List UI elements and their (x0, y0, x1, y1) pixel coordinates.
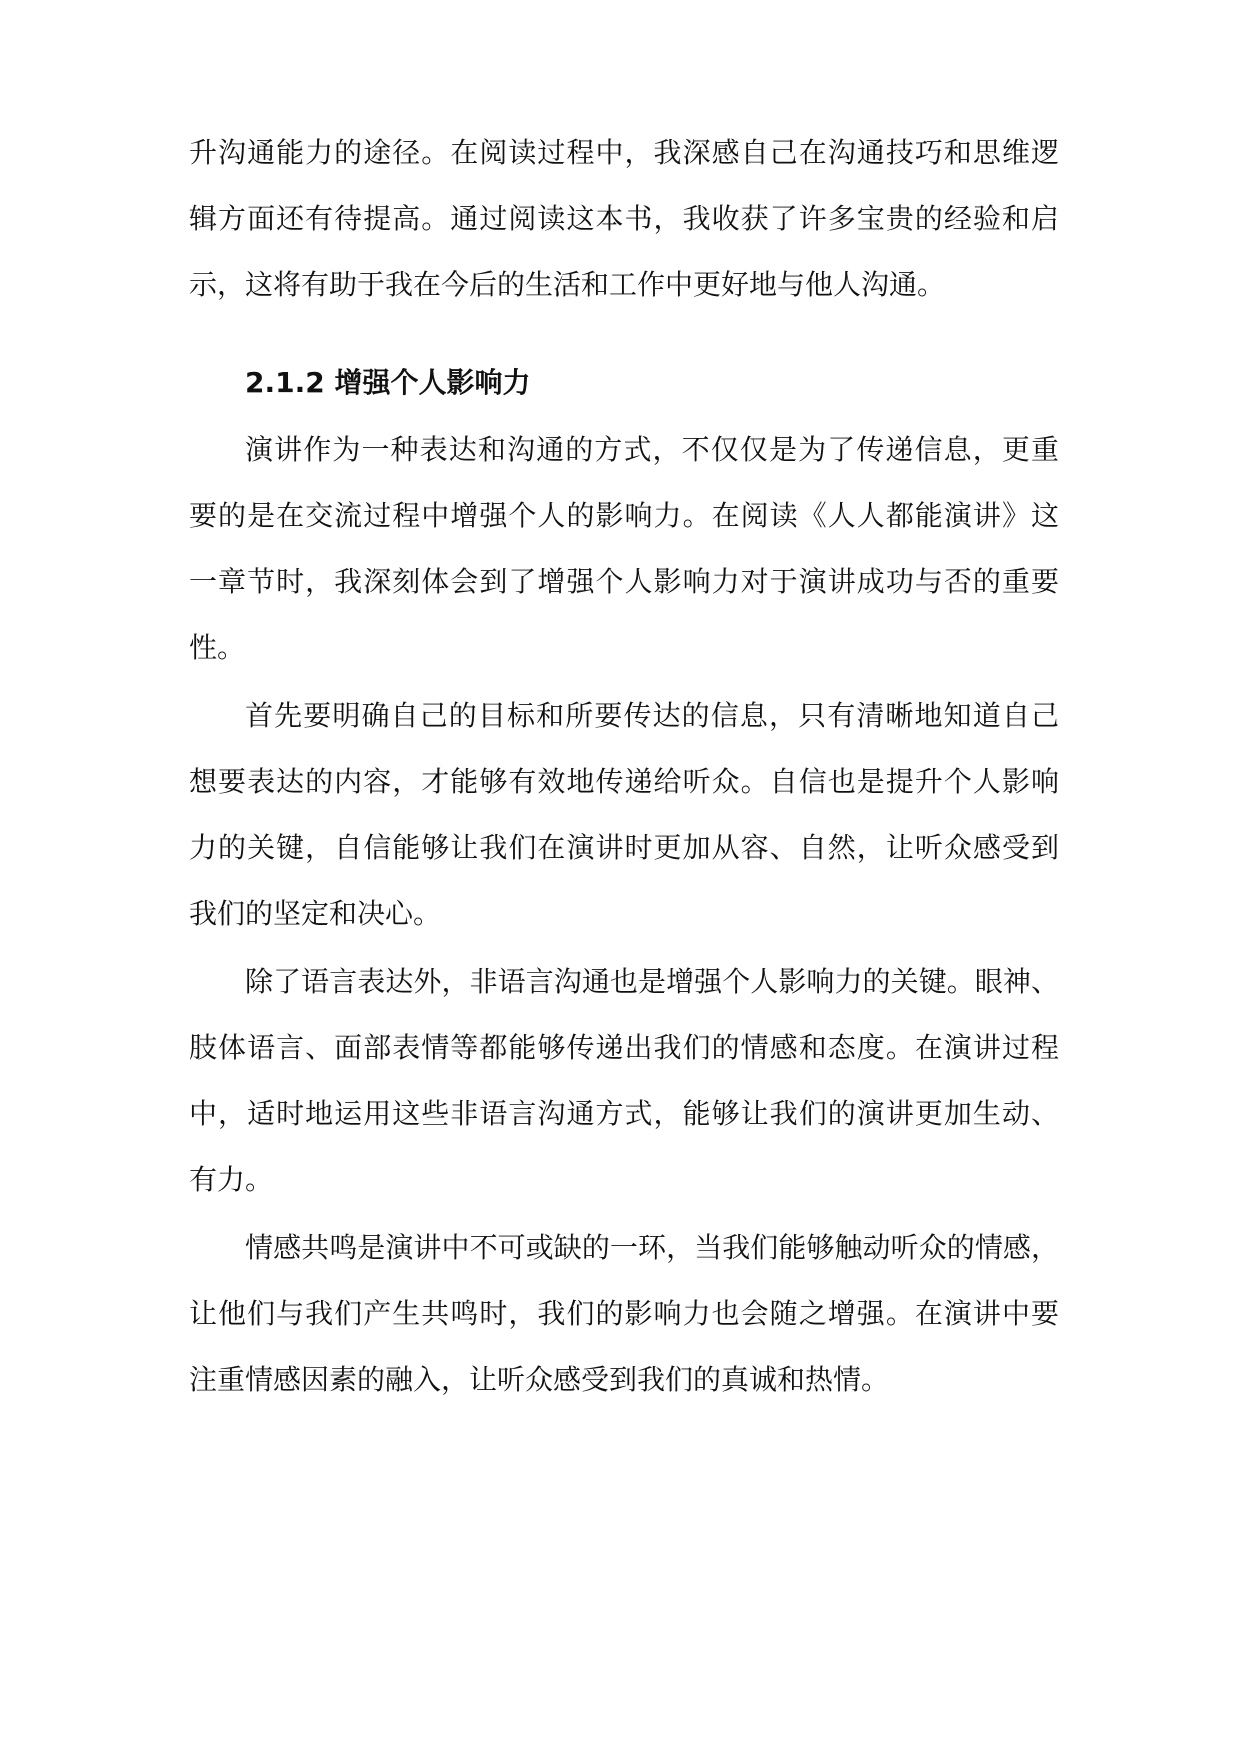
paragraph1-line-2: 要的是在交流过程中增强个人的影响力。在阅读《人人都能演讲》这 (189, 499, 1059, 532)
paragraph4-line-2: 让他们与我们产生共鸣时，我们的影响力也会随之增强。在演讲中要 (189, 1297, 1059, 1330)
paragraph2-line-1: 首先要明确自己的目标和所要传达的信息，只有清晰地知道自己 (245, 699, 1059, 732)
intro-line-3: 示，这将有助于我在今后的生活和工作中更好地与他人沟通。 (189, 268, 946, 301)
intro-line-1: 升沟通能力的途径。在阅读过程中，我深感自己在沟通技巧和思维逻 (189, 136, 1059, 169)
paragraph1-line-4: 性。 (189, 631, 246, 664)
paragraph2-line-3: 力的关键，自信能够让我们在演讲时更加从容、自然，让听众感受到 (189, 831, 1059, 864)
paragraph3-line-1: 除了语言表达外，非语言沟通也是增强个人影响力的关键。眼神、 (245, 965, 1059, 998)
paragraph3-line-2: 肢体语言、面部表情等都能够传递出我们的情感和态度。在演讲过程 (189, 1031, 1059, 1064)
paragraph3-line-4: 有力。 (189, 1163, 274, 1196)
paragraph1-line-3: 一章节时，我深刻体会到了增强个人影响力对于演讲成功与否的重要 (189, 565, 1059, 598)
paragraph2-line-4: 我们的坚定和决心。 (189, 897, 442, 930)
paragraph2-line-2: 想要表达的内容，才能够有效地传递给听众。自信也是提升个人影响 (189, 765, 1059, 798)
paragraph4-line-3: 注重情感因素的融入，让听众感受到我们的真诚和热情。 (189, 1363, 890, 1396)
section-heading: 2.1.2 增强个人影响力 (245, 366, 531, 399)
intro-line-2: 辑方面还有待提高。通过阅读这本书，我收获了许多宝贵的经验和启 (189, 202, 1059, 235)
paragraph3-line-3: 中，适时地运用这些非语言沟通方式，能够让我们的演讲更加生动、 (189, 1097, 1059, 1130)
paragraph4-line-1: 情感共鸣是演讲中不可或缺的一环，当我们能够触动听众的情感， (245, 1231, 1059, 1264)
paragraph1-line-1: 演讲作为一种表达和沟通的方式，不仅仅是为了传递信息，更重 (245, 433, 1059, 466)
